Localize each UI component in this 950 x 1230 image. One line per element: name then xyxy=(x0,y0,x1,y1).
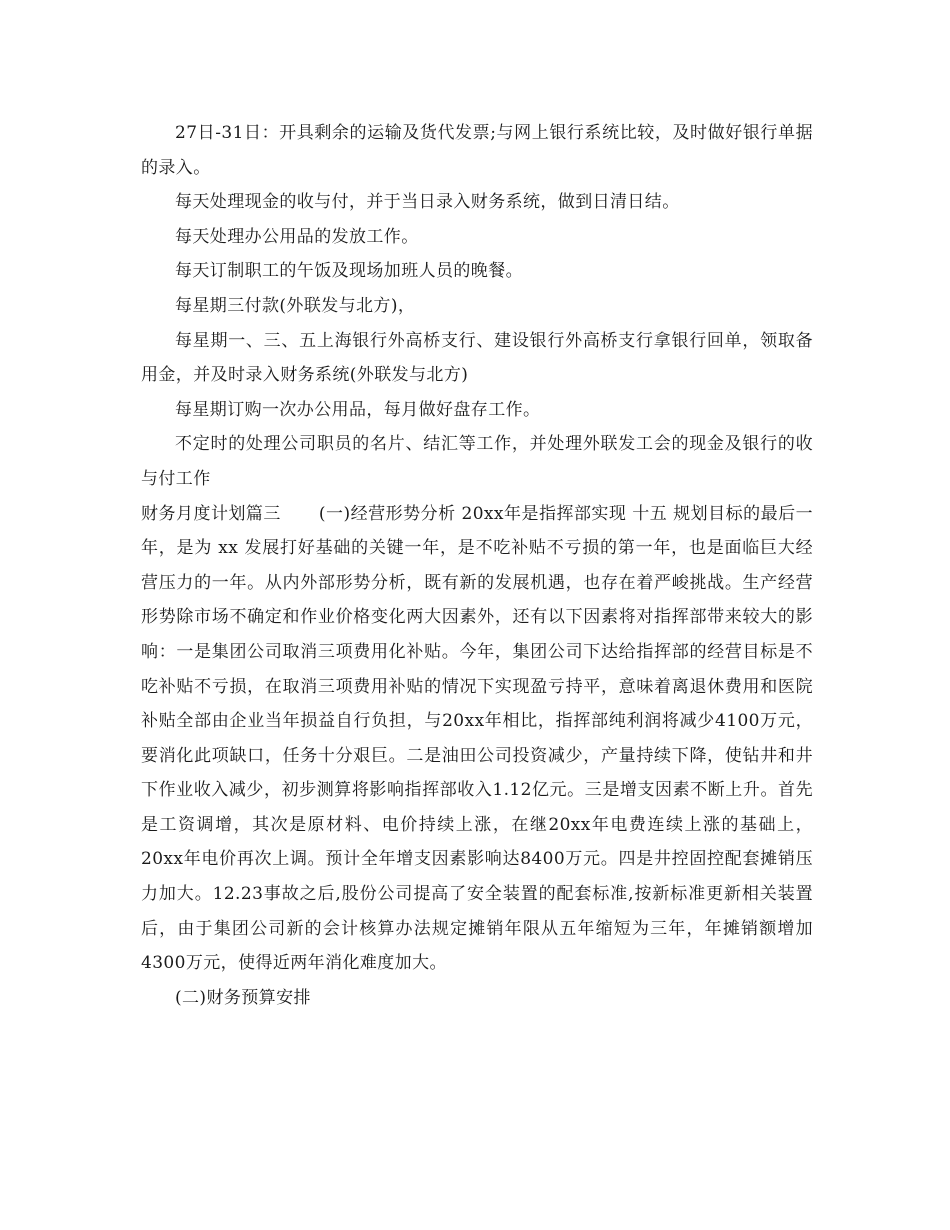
document-body xyxy=(141,116,813,1015)
paragraph-daily-cash: 每天处理现金的收与付，并于当日录入财务系统，做到日清日结。 xyxy=(175,192,680,213)
subheading-budget: (二)财务预算安排 xyxy=(175,987,311,1008)
paragraph-daily-meals: 每天订制职工的午饭及现场加班人员的晚餐。 xyxy=(175,261,523,282)
paragraph-wednesday-payment: 每星期三付款(外联发与北方)， xyxy=(175,295,416,316)
paragraph-irregular-tasks: 不定时的处理公司职员的名片、结汇等工作，并处理外联发工会的现金及银行的收与付工作 xyxy=(141,434,813,489)
section-three-heading: 财务月度计划篇三 xyxy=(141,503,281,524)
paragraph-daily-office-supplies: 每天处理办公用品的发放工作。 xyxy=(175,226,419,247)
section-three xyxy=(141,497,813,981)
paragraph-bank-receipts: 每星期一、三、五上海银行外高桥支行、建设银行外高桥支行拿银行回单，领取备用金，并及时录入财务系统(外联发与北方) xyxy=(141,330,813,386)
paragraph-schedule-27-31: 27日-31日：开具剩余的运输及货代发票;与网上银行系统比较，及时做好银行单据的录入。 xyxy=(141,123,813,178)
paragraph-weekly-ordering: 每星期订购一次办公用品，每月做好盘存工作。 xyxy=(175,399,541,420)
section-three-body: (一)经营形势分析 20xx年是指挥部实现 十五 规划目标的最后一年，是为 xx 发展打好基础的关键一年，是不吃补贴不亏损的第一年，也是面临巨大经营压力的一年。从内外部形势分析，既有新的发展机遇，也存在着严峻挑战。生产经营形势除市场不确定和作业价格变化两大因素外，还有以下因素将对指挥部带来较大的影响：一是集团公司取消三项费用化补贴。今年，集团公司下达给指挥部的经营目标是不吃补贴不亏损，在取消三项费用补贴的情况下实现盈亏持平，意味着离退休费用和医院补贴全部由企业当年损益自行负担，与20xx年相比，指挥部纯利润将减少4100万元，要消化此项缺口，任务十分艰巨。二是油田公司投资减少，产量持续下降，使钻井和井下作业收入减少，初步测算将影响指挥部收入1.12亿元。三是增支因素不断上升。首先是工资调增，其次是原材料、电价持续上涨，在继20xx年电费连续上涨的基础上，20xx年电价再次上调。预计全年增支因素影响达8400万元。四是井控固控配套摊销压力加大。12.23事故之后,股份公司提高了安全装置的配套标准,按新标准更新相关装置后，由于集团公司新的会计核算办法规定摊销年限从五年缩短为三年，年摊销额增加4300万元，使得近两年消化难度加大。 xyxy=(141,503,813,974)
